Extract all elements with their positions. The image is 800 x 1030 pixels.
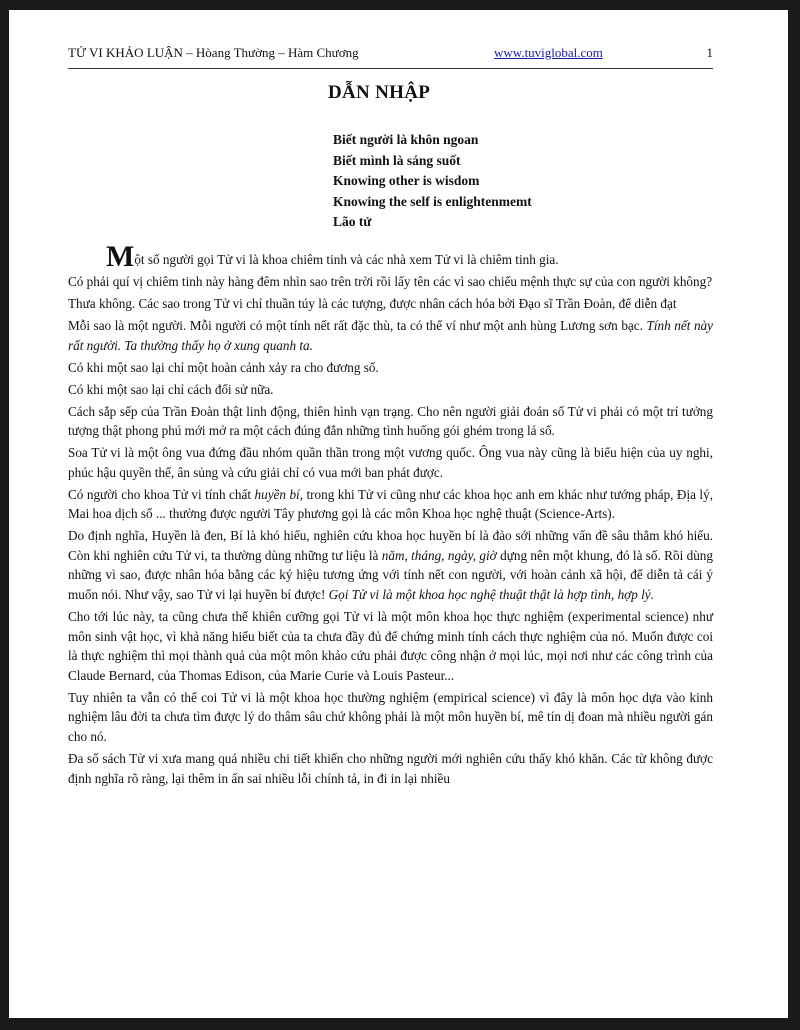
body-text bbox=[68, 240, 713, 791]
epigraph-line: Knowing the self is enlightenmemt bbox=[333, 193, 532, 209]
paragraph bbox=[68, 485, 713, 524]
italic-text: Gọi Tử vi là một khoa học nghệ thuật thật là hợp tình, hợp lý. bbox=[328, 587, 654, 603]
epigraph-line: Knowing other is wisdom bbox=[333, 173, 480, 189]
drop-cap: M bbox=[106, 240, 135, 273]
page-header bbox=[68, 42, 713, 64]
header-title: TỬ VI KHẢO LUẬN – Hòang Thường – Hàm Chương bbox=[68, 45, 359, 60]
paragraph bbox=[68, 526, 713, 604]
italic-text: huyền bí, bbox=[254, 486, 304, 502]
epigraph-line: Biết người là khôn ngoan bbox=[333, 132, 479, 147]
paragraph-text: Có người cho khoa Tử vi tính chất bbox=[68, 486, 255, 502]
chapter-heading: DẪN NHẬP bbox=[328, 82, 431, 103]
paragraph bbox=[68, 316, 713, 355]
italic-text: năm, tháng, ngày, giờ bbox=[381, 547, 497, 563]
header-website-link[interactable]: www.tuviglobal.com bbox=[494, 45, 603, 60]
italic-text: Tính nết này rất người. Ta thường thấy họ ở xung quanh ta. bbox=[68, 317, 713, 353]
paragraph-text: dựng nên một khung, đó là số. Rồi dùng những vì sao, được nhân hóa bằng các ký hiệu tương ứng với tính nết con người, với hoàn cảnh xã hội, để diễn tả cái ý muốn nói. Như vậy, sao Tử vi lại huyền bí được! bbox=[68, 547, 713, 603]
paragraph-text: Do định nghĩa, Huyền là đen, Bí là khó hiểu, nghiên cứu khoa học huyền bí là đào sới những vấn đề sâu thẳm khó hiểu. Còn khi nghiên cứu Tử vi, ta thường dùng những tư liệu là bbox=[68, 528, 713, 563]
epigraph-attribution: Lão tử bbox=[333, 214, 372, 230]
paragraph bbox=[68, 240, 713, 273]
page-number: 1 bbox=[706, 45, 713, 60]
paragraph: Có khi một sao lại chỉ cách đối sử nữa. bbox=[68, 381, 274, 397]
paragraph: Tuy nhiên ta vẫn có thể coi Tử vi là một khoa học thường nghiệm (empirical science) vì đây là môn học dựa vào kinh nghiệm lâu đời ta chưa tìm được lý do thâm sâu chứ không phải là một môn huyền bí, mê tín dị đoan mà nhiều người gán cho nó. bbox=[68, 689, 713, 744]
epigraph bbox=[333, 130, 532, 233]
paragraph: Thưa không. Các sao trong Tử vi chỉ thuần túy là các tượng, được nhân cách hóa bởi Đạo sĩ Trần Đoàn, để diễn đạt bbox=[68, 295, 677, 311]
paragraph: Đa số sách Tử vi xưa mang quá nhiều chi tiết khiến cho những người mới nghiên cứu thấy khó khăn. Các từ không được định nghĩa rõ ràng, lại thêm in ấn sai nhiều lỗi chính tả, in đi in lại nhiều bbox=[68, 750, 713, 786]
header-divider bbox=[68, 68, 713, 69]
paragraph-text: Mỗi sao là một người. Mỗi người có một tính nết rất đặc thù, ta có thể ví như một anh hùng Lương sơn bạc. bbox=[68, 317, 647, 333]
epigraph-line: Biết mình là sáng suốt bbox=[333, 152, 461, 168]
paragraph-text: ột số người gọi Tử vi là khoa chiêm tinh và các nhà xem Tử vi là chiêm tinh gia. bbox=[134, 252, 559, 267]
paragraph-text: trong khi Tử vi cũng như các khoa học anh em khác như tướng pháp, Địa lý, Mai hoa dịch số ... thường được người Tây phương gọi là các môn Khoa học nghệ thuật (Science-Arts). bbox=[68, 486, 713, 522]
paragraph: Cách sắp sếp của Trần Đoàn thật linh động, thiên hình vạn trạng. Cho nên người giải đoán số Tử vi phải có một trí tưởng tượng thật phong phú mới mở ra một cách đúng đắn những tình huống gói ghém trong lá số. bbox=[68, 403, 713, 439]
paragraph: Soa Tử vi là một ông vua đứng đầu nhóm quần thần trong một vương quốc. Ông vua này cũng là biểu hiện của uy nghi, phúc hậu quyền thế, ân sủng và cứu giải chỉ có vua mới ban phát được. bbox=[68, 445, 713, 480]
paragraph: Có khi một sao lại chỉ một hoàn cảnh xảy ra cho đương số. bbox=[68, 359, 379, 375]
paragraph: Có phải quí vị chiêm tinh này hàng đêm nhìn sao trên trời rồi lấy tên các vì sao chiếu mệnh thực sự của con người không? bbox=[68, 273, 713, 289]
paragraph: Cho tới lúc này, ta cũng chưa thể khiên cưỡng gọi Tử vi là một môn khoa học thực nghiệm (experimental science) như môn sinh vật học, vì khả năng hiểu biết của ta chưa đầy đủ để chứng minh tính cách thực nghiệm của nó. Muốn được coi là thực nghiệm thì mọi thành quả của một môn khảo cứu phải được công nhận ở mọi lúc, mọi nơi như các công trình của Claude Bernard, của Thomas Edison, của Marie Curie và Louis Pasteur... bbox=[68, 609, 713, 683]
